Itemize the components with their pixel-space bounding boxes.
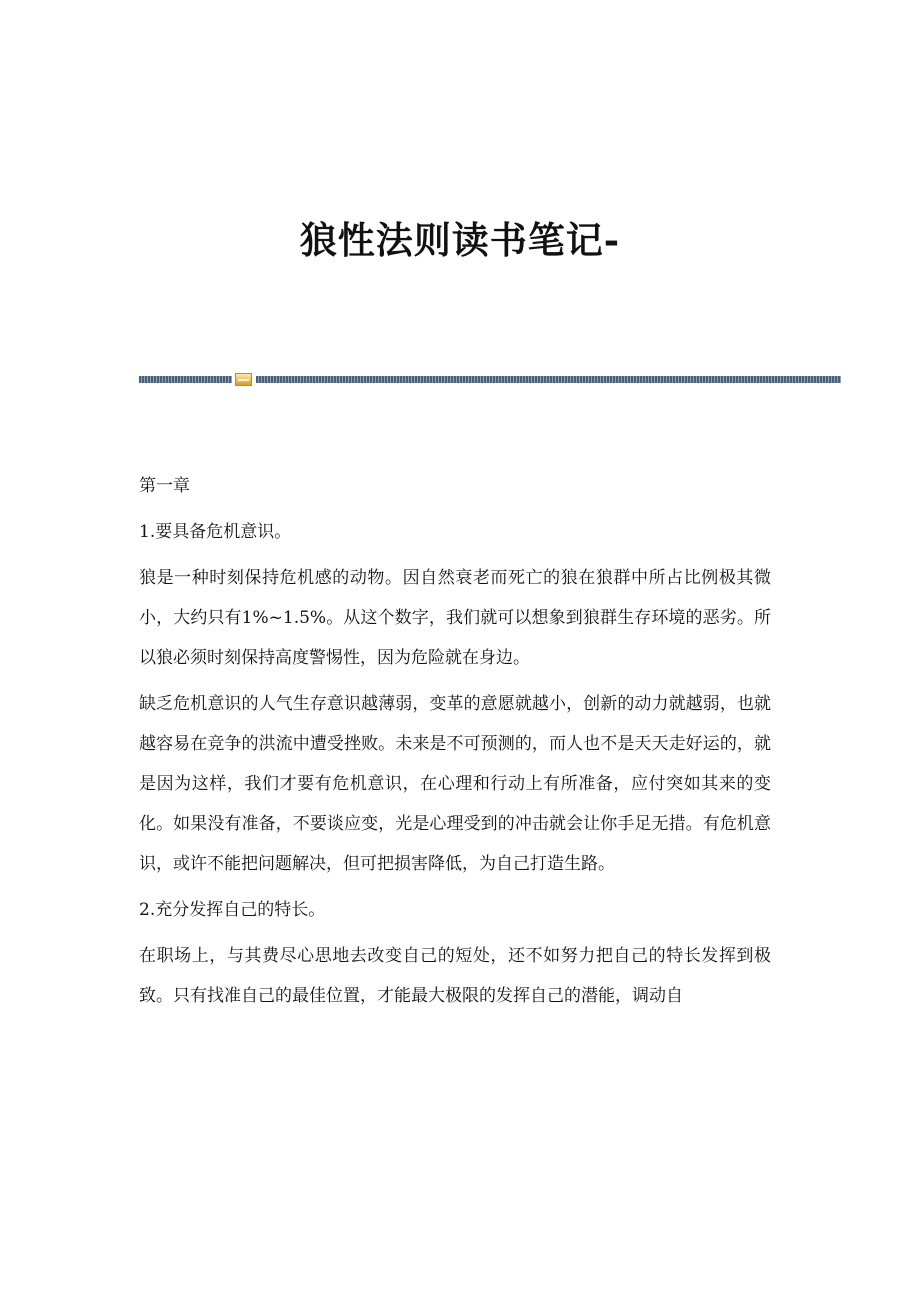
chapter-heading: 第一章	[139, 476, 190, 496]
paragraph: 在职场上，与其费尽心思地去改变自己的短处，还不如努力把自己的特长发挥到极致。只有找准自己的最佳位置，才能最大极限的发挥自己的潜能，调动自	[139, 946, 771, 1006]
section-heading: 2.充分发挥自己的特长。	[139, 900, 326, 920]
divider-bar-left	[139, 376, 232, 383]
title-divider	[139, 373, 841, 386]
document-body	[139, 466, 771, 1022]
section-heading: 1.要具备危机意识。	[139, 522, 292, 542]
paragraph: 狼是一种时刻保持危机感的动物。因自然衰老而死亡的狼在狼群中所占比例极其微小，大约只有1%~1.5%。从这个数字，我们就可以想象到狼群生存环境的恶劣。所以狼必须时刻保持高度警惕性，因为危险就在身边。	[139, 568, 771, 668]
paragraph: 缺乏危机意识的人气生存意识越薄弱，变革的意愿就越小，创新的动力就越弱，也就越容易在竞争的洪流中遭受挫败。未来是不可预测的，而人也不是天天走好运的，就是因为这样，我们才要有危机意识，在心理和行动上有所准备，应付突如其来的变化。如果没有准备，不要谈应变，光是心理受到的冲击就会让你手足无措。有危机意识，或许不能把问题解决，但可把损害降低，为自己打造生路。	[139, 694, 771, 874]
divider-emblem-icon	[235, 373, 252, 386]
divider-bar-right	[256, 376, 841, 383]
document-title: 狼性法则读书笔记-	[299, 218, 621, 262]
